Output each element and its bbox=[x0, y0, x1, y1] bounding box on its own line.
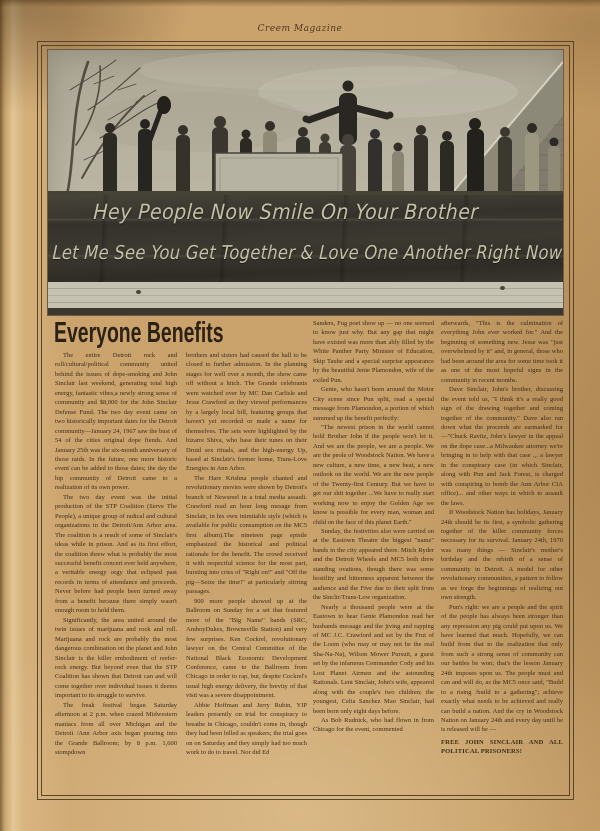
photo-shadow-band bbox=[48, 308, 563, 315]
paragraph: brothers and sisters had caused the hall to be closed to further admission. In the planning stages for well over a month, the show came off without a hitch. The Grande celebrants were watched over by MC Dan Carlisle and Jesse Crawford as they viewed performances by a largely local bill, featuring groups that haven't yet recorded or made a name for themselves. The sets were highlighted by the bizarre Shiva, who base their tunes on their Druid sex rituals, and the high-energy Up, based at Sinclair's former home, Trans-Love Energies in Ann Arbor. bbox=[186, 352, 307, 473]
protest-banner bbox=[48, 195, 563, 282]
paragraph: Nearly a thousand people were at the Eastown to hear Genie Plamondon read her husbands message and the jiving and rapping of MC J.C. Crawford and set by the Frut of the Loom (who may or may not be the real Sha-Na-Na), Wilson Mower Pursuit, a guest set by the infamous Commander Cody and his Lost Planet Airmen and the astounding Rationals. Leni Sinclair, John's wife, appeared along with the couple's two children; the youngest, Celia Sanchez Mao Sinclair, had been born only eight days before. bbox=[313, 603, 434, 715]
masthead-title: Creem Magazine bbox=[257, 24, 343, 34]
closing-slogan: FREE JOHN SINCLAIR AND ALL POLITICAL PRISONERS! bbox=[441, 738, 563, 756]
paragraph: As Bob Rudnick, who had flown in from Chicago for the event, commented bbox=[313, 717, 434, 734]
paragraph: Sunday, the festivities also were carried on at the Eastown Theatre the biggest "name" bands in the city appeared there. Mitch Ryder and the Detroit Wheels and MC5 both drew standing ovations, though there was some hostility and bitterness apparent between the audience and the Five due to their split from the Sinclir/Trans-Low organization. bbox=[313, 527, 434, 602]
ledge-strip bbox=[48, 282, 563, 308]
article-column-3 bbox=[313, 319, 434, 793]
ledge-spot bbox=[500, 286, 505, 290]
article-headline: Everyone Benefits bbox=[54, 317, 224, 349]
rooftop-crowd-photo bbox=[48, 50, 563, 315]
banner-text-line-2: Let Me See You Get Together & Love One Another Right Now bbox=[52, 242, 563, 264]
paragraph: afterwards, "This is the culmination of everything John ever worked for." And the beginning of something new. Jesse was "just overwhelmed by it" and, in general, those who had been around the area for some time took it as one of the most hopeful signs in the community in recent months. bbox=[441, 320, 563, 384]
paragraph: The freak festival began Saturday afternoon at 2 p.m. when crazed Midwestern maniacs from all over Michigan and the Detroit /Ann Arbor axis began pouring into the Grande Ballroom; by 8 p.m. 1,600 stompdown bbox=[55, 701, 177, 757]
ledge-spot bbox=[136, 290, 141, 294]
banner-text-line-1: Hey People Now Smile On Your Brother bbox=[92, 200, 480, 224]
paragraph: Sanders, Fug poet show up — no one seemed to know just why. But any gap that might have existed was more than ably filled by the White Panther Party Minister of Education, Skip Taube and a special surprise appearance by the beautiful Jenie Plamondon, wife of the exiled Pun. bbox=[313, 320, 434, 384]
article-column-4 bbox=[441, 319, 563, 795]
paragraph: Dave Sinclair, John's brother, discussing the event told us, "I think it's a really good sign of the drawing together and coming together of the community." Dave also ran down what the proceeds are earmarked for—"Chuck Ravitz, John's lawyer in the appeal on the dope case...a Milwaukee attorney we're bringing in to help with that case .,. a lawyer in the conspiracy case (in which Sinclair, along with Pun and Jack Forest, is charged with conspiring to bomb the Ann Arbor CIA office)... and other ways in which to assault the laws. bbox=[441, 386, 563, 507]
paragraph: Significantly, the area united around the twin issues of marijuana and rock and roll. Marijuana and rock are probably the most dangerous combination on the planet and John Sinclair is the killer embodiment of reefer-rock energy. But beyond even that the STP Coalition has shown that Detroit can and will come together over individual issues it deems important to its struggle to survive. bbox=[55, 616, 177, 700]
paragraph: The two day event was the initial production of the STP Coalition (Serve The People), a unique group of radical and cultural organizations in the Detroit/Ann Arbor area. The coalition is a result of some of Sinclair's ideas while in prison. And as its first effort, the coalition threw what is probably the most successful benefit concert ever held anywhere, a veritable energy orgy that eclipsed past records in terms of attendance and proceeds. Never before had people been turned away from a benefit because there simply wasn't enough room to hold them. bbox=[55, 493, 177, 615]
paragraph: The Hare Krishna people chanted and revolutionary movies were shown by Detroit's branch of Newsreel in a total media assault. Crawford read an hour long mesage from Sinclair, in his own inimitable style (which is available for public consumption on the MC5 first album).The nineteen page epistle emphasized the historical and political rationale for the benefit. The crowd received it with respectful science for the most part, bursting into cries of "Right on!" and "Off the pig—Seize the time!" at particularly stirring passages. bbox=[186, 474, 307, 596]
article-column-2 bbox=[186, 351, 307, 792]
paragraph: The entire Detroit rock and roll/cultural/political community united behind the issues of dope-smoking and John Sinclair last weekend, generating total high energy, fantastic vibes,a newly strong sense of community and $8,000 for the John Sinclair Defense Fund. The two day event came on two historically important dates for the Detroit community—January 24, 1967 saw the bust of 54 of the cities original dope fiends. And January 25th was the six-month anniversary of those raids. In the future, one more historic event can be added to those dates; the day the hip community of Detroit came to a realization of its own power. bbox=[55, 352, 177, 492]
paragraph: Abbie Hoffman and Jerry Rubin, YIP leaders presently on trial for conspiracy to breathe in Chicago, couldn't come in, though they had been billed as speakers; the trial goes on on Saturday and they simply had too much work to do to travel. Nor did Ed bbox=[186, 701, 307, 757]
rooftop-panel bbox=[215, 153, 343, 197]
paragraph: Genie, who hasn't been around the Motor City scene since Pun split, read a special message from Plamondon, a portion of which summed up the benefit perfectly: bbox=[313, 386, 434, 422]
paragraph: If Woodstock Nation has holidays, January 24th should be its first, a symbolic gathering together of the killer community forces necessary for its survival. January 24th, 1970 was many things — Sinclair's mother's birthday and the rebirth of a sense of community in Detroit. A model for other revolutionary communities, a pattern to follow as we forge the beginnings of realizing out own strength. bbox=[441, 509, 563, 602]
paragraph: "The newest prison in the world cannot hold Brother John if the people won't let it. And we are the people, we are a people. We are the peole of Woodstock Nation. We have a new culture, a new time, a new beat, a new outlook on the world. We are the new people of the Twenty-first Century. But we have to get our shit together ...We have to really start working now to enjoy the Golden Age we know is possible for every man, woman and child on the face of this planet Earth." bbox=[313, 423, 434, 526]
paragraph: 900 more people showed up at the Ballroom on Sunday for a set that featured more of the "Big Name" bands (SRC, AmboyDukes, Brownsville Station) and very few surprises. Ken Cockrel, revolutionary lawyer on the Central Committee of the National Black Economic Development Conference, came to the Ballroom from Chicago in order to rap, but, despite Cockrel's usual high energy delivery, the brevity of that visit was a severe disappointment. bbox=[186, 597, 307, 700]
article-column-1 bbox=[55, 351, 177, 792]
paragraph: Pun's right: we are a people and the spirit of the people has always been stronger than any repression any pig could put upon us. We have learned that much. Hopefully, we can build from that to the realization that only from such a strong sense of community can our battles be won; that's the lesson January 24th imposes upon us. The people must and can and will do, as the MC5 once said, "Budd to a rising /build to a gathering"; achieve exactly what needs to be achieved and really can build a nation. And the cry in Woodstock Nation on January 24th and every day until he is released will be — bbox=[441, 603, 563, 734]
